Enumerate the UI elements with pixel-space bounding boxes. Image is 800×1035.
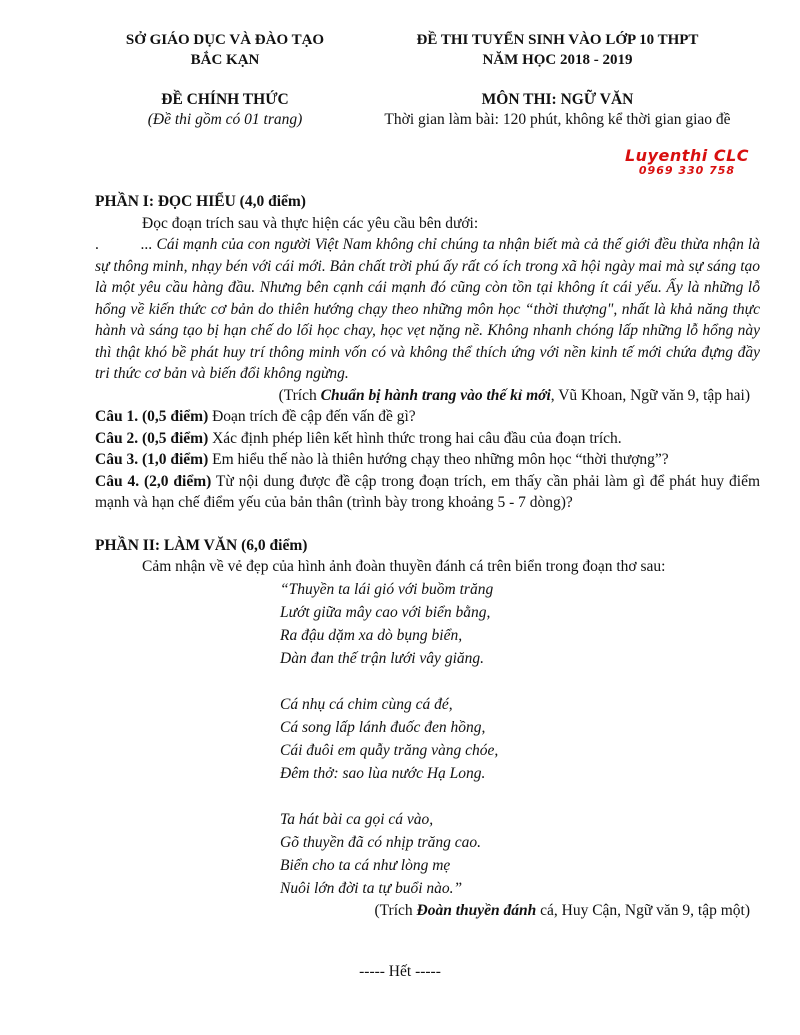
question-3	[95, 449, 760, 471]
part2-title: PHẦN II: LÀM VĂN (6,0 điểm)	[95, 536, 308, 554]
question-2-text: Xác định phép liên kết hình thức trong hai câu đầu của đoạn trích.	[208, 429, 622, 447]
section-gap	[95, 514, 760, 535]
part1-instruction: Đọc đoạn trích sau và thực hiện các yêu cầu bên dưới:	[142, 214, 479, 232]
question-1-label: Câu 1. (0,5 điểm)	[95, 408, 209, 425]
end-marker: ----- Hết -----	[359, 963, 441, 980]
passage-text-c: nhận là sự thông minh, nhạy bén với cái mới. Bản chất trời phú ấy rất có ích trong xã hội ngày mai mà sự sáng tạo là một yêu cầu hàng đầu. Nhưng bên cạnh cái mạnh đó cũng còn tồn tại không ít cái yếu. Ấy là những lỗ hổng về kiến thức cơ bản do thiên hướng chạy theo những môn học “thời thượng", nhất là khả năng thực hành và sáng tạo bị hạn chế do lối học chay, học vẹt nặng nề. Không nhanh chóng lấp những lỗ hổng này thì thật khó bề phát huy trí thông minh vốn có và không thể thích ứng với nền kinh tế mới chứa đựng đầy tri thức cơ bản và biến đổi không ngừng.	[95, 236, 760, 382]
poem-line: Gõ thuyền đã có nhịp trăng cao.	[280, 833, 482, 851]
brand-phone: 0969 330 758	[638, 164, 736, 177]
question-2	[95, 428, 760, 450]
exam-heading	[360, 30, 755, 70]
time-note: Thời gian làm bài: 120 phút, không kể thời gian giao đề	[384, 111, 731, 128]
poem-line: Cá nhụ cá chim cùng cá đé,	[280, 695, 453, 713]
issuing-authority	[100, 30, 350, 70]
subject-block	[340, 90, 775, 130]
poem-line: Biển cho ta cá như lòng mẹ	[280, 856, 451, 874]
stanza-gap	[280, 785, 760, 808]
official-block	[100, 90, 350, 130]
poem-citation-prefix: (Trích	[374, 901, 417, 919]
poem-line: Dàn đan thế trận lưới vây giăng.	[280, 649, 484, 667]
brand-name: Luyenthi CLC	[624, 146, 750, 165]
school-year: NĂM HỌC 2018 - 2019	[482, 52, 633, 68]
citation-suffix: , Vũ Khoan, Ngữ văn 9, tập hai)	[550, 386, 750, 404]
reading-passage	[95, 234, 760, 385]
poem-line: Lướt giữa mây cao với biển bằng,	[280, 603, 491, 621]
question-1	[95, 406, 760, 428]
part2-instruction: Cảm nhận về vẻ đẹp của hình ảnh đoàn thuyền đánh cá trên biển trong đoạn thơ sau:	[142, 558, 666, 575]
poem-line: Ta hát bài ca gọi cá vào,	[280, 810, 434, 828]
part1-title: PHẦN I: ĐỌC HIỂU (4,0 điểm)	[95, 193, 306, 210]
question-2-label: Câu 2. (0,5 điểm)	[95, 429, 209, 447]
poem-line: Đêm thở: sao lùa nước Hạ Long.	[280, 764, 486, 782]
poem	[280, 578, 760, 900]
question-4	[95, 471, 760, 514]
passage-citation	[95, 385, 760, 407]
question-1-text: Đoạn trích đề cập đến vấn đề gì?	[208, 408, 416, 425]
passage-marker: .	[95, 236, 99, 253]
question-4-label: Câu 4. (2,0 điểm)	[95, 472, 212, 490]
poem-line: “Thuyền ta lái gió với buồm trăng	[280, 580, 494, 598]
question-3-text: Em hiểu thế nào là thiên hướng chạy theo những môn học “thời thượng”?	[208, 451, 669, 468]
passage-text-b: thừa	[680, 236, 709, 253]
authority-name: SỞ GIÁO DỤC VÀ ĐÀO TẠO	[125, 32, 325, 48]
brand-watermark	[612, 147, 762, 177]
subject-title: MÔN THI: NGỮ VĂN	[481, 91, 634, 108]
province-name: BẮC KẠN	[190, 52, 260, 68]
exam-title: ĐỀ THI TUYỂN SINH VÀO LỚP 10 THPT	[416, 32, 699, 48]
stanza-gap	[280, 670, 760, 693]
question-3-label: Câu 3. (1,0 điểm)	[95, 451, 209, 468]
poem-line: Cá song lấp lánh đuốc đen hồng,	[280, 718, 486, 736]
exam-body	[95, 191, 760, 921]
poem-citation	[95, 900, 760, 922]
poem-line: Cái đuôi em quẫy trăng vàng chóe,	[280, 741, 499, 759]
poem-citation-title: Đoàn thuyền đánh	[416, 901, 537, 919]
poem-line: Nuôi lớn đời ta tự buổi nào.”	[280, 879, 463, 897]
question-4-text: Từ nội dung được đề cập trong đoạn trích, em thấy cần phải làm gì để phát huy điểm mạnh và hạn chế điểm yếu của bản thân (trình bày trong khoảng 5 - 7 dòng)?	[95, 472, 760, 511]
poem-line: Ra đậu dặm xa dò bụng biển,	[280, 626, 463, 644]
citation-title: Chuẩn bị hành trang vào thế kỉ mới	[320, 386, 551, 404]
poem-citation-suffix: cá, Huy Cận, Ngữ văn 9, tập một)	[536, 901, 750, 919]
page-count-note: (Đề thi gồm có 01 trang)	[147, 111, 303, 128]
official-label: ĐỀ CHÍNH THỨC	[161, 91, 289, 108]
passage-text-a: ... Cái mạnh của con người Việt Nam không chỉ chúng ta nhận biết mà cả thế giới đều	[140, 236, 681, 253]
citation-prefix: (Trích	[278, 386, 321, 404]
